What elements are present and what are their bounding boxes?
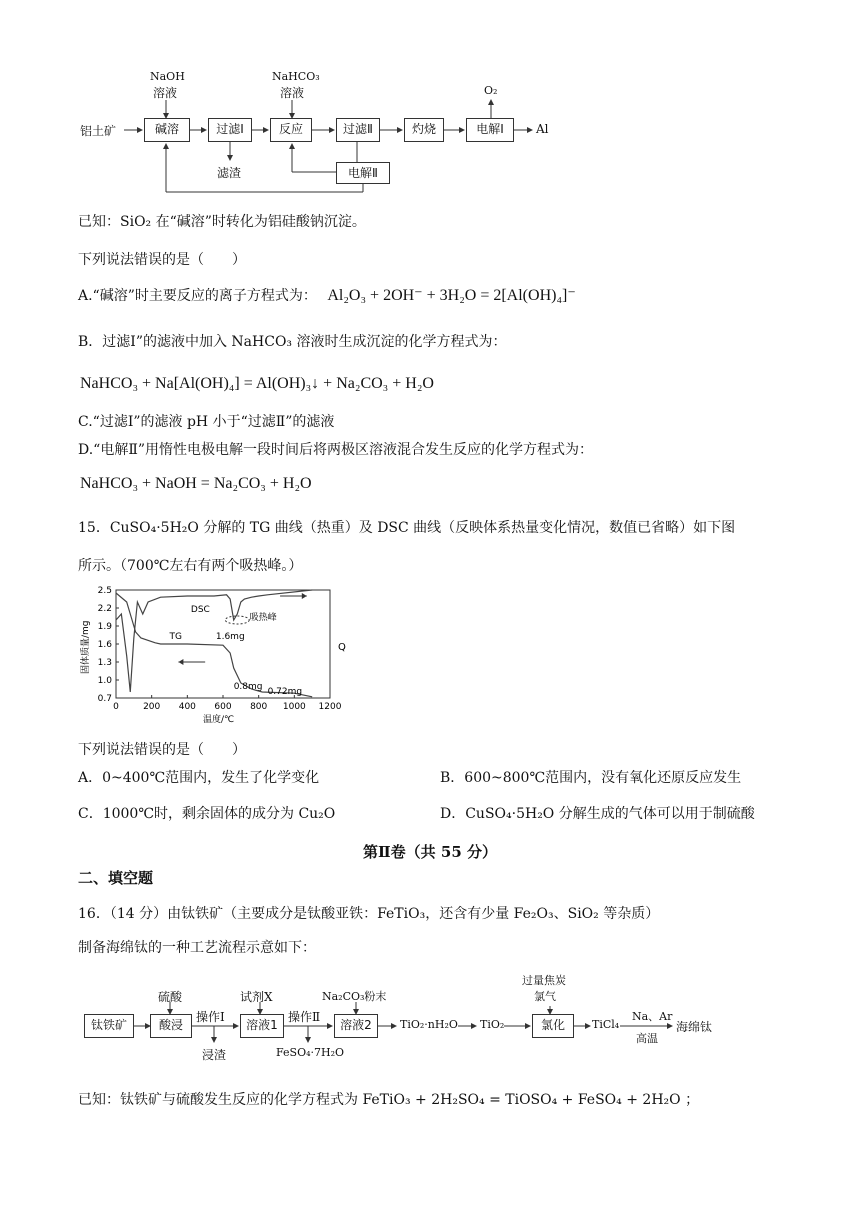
- section-header: 第Ⅱ卷（共 55 分）: [363, 843, 497, 861]
- tg-dsc-chart: [78, 582, 348, 730]
- y-tick-label: 1.0: [97, 676, 112, 686]
- annotation-0-72mg: 0.72mg: [267, 687, 303, 697]
- q14-option-b-equation: NaHCO₃ + Na[Al(OH)₄] = Al(OH)₃↓ + Na₂CO₃ + H₂O: [80, 375, 434, 392]
- ore-label: 铝土矿: [80, 124, 117, 138]
- q15-stem-line1: 15．CuSO₄·5H₂O 分解的 TG 曲线（热重）及 DSC 曲线（反映体系热量变化情况，数值已省略）如下图: [78, 520, 736, 536]
- x-tick-label: 400: [178, 702, 196, 712]
- q15-option-c: C．1000℃时，剩余固体的成分为 Cu₂O: [78, 806, 336, 822]
- y-tick-label: 2.2: [97, 604, 112, 614]
- ticl4-label: TiCl₄: [592, 1018, 620, 1031]
- flow-diagram-titanium: [84, 970, 734, 1070]
- x-tick-label: 800: [250, 702, 268, 712]
- q14-option-a-text: A.“碱溶”时主要反应的离子方程式为：: [78, 288, 317, 304]
- step-calcine: 灼烧: [404, 118, 444, 142]
- y2-axis-label: Q: [338, 642, 346, 653]
- x-axis-label: 温度/℃: [203, 715, 235, 725]
- tio2-label: TiO₂: [480, 1018, 505, 1031]
- step-electrolysis-1: 电解Ⅰ: [466, 118, 514, 142]
- annotation-endothermic-peak: 吸热峰: [249, 613, 277, 623]
- x-tick-label: 200: [143, 702, 161, 712]
- annotation-0-8mg: 0.8mg: [233, 682, 263, 692]
- step-reaction: 反应: [270, 118, 312, 142]
- operation-2-label: 操作Ⅱ: [288, 1010, 321, 1024]
- x-tick-label: 600: [214, 702, 232, 712]
- box-solution-1: 溶液1: [240, 1014, 284, 1038]
- plot-frame: [116, 590, 330, 698]
- tio2-hydrate-label: TiO₂·nH₂O: [400, 1018, 458, 1031]
- q15-option-a: A．0~400℃范围内，发生了化学变化: [78, 770, 320, 786]
- q16-stem-line1: 16．（14 分）由钛铁矿（主要成分是钛酸亚铁：FeTiO₃，还含有少量 Fe₂O₃、SiO₂ 等杂质）: [78, 906, 660, 922]
- step-alkali-dissolve: 碱溶: [144, 118, 190, 142]
- tg-arrow-head: [178, 659, 183, 665]
- na-ar-label: Na、Ar: [632, 1010, 673, 1023]
- nahco3-label: NaHCO₃: [272, 70, 320, 83]
- chlorine-label: 氯气: [534, 990, 556, 1003]
- box-acid-leach: 酸浸: [150, 1014, 192, 1038]
- y-tick-label: 0.7: [97, 694, 112, 704]
- q15-stem-line2: 所示。（700℃左右有两个吸热峰。）: [78, 558, 303, 574]
- box-solution-2: 溶液2: [334, 1014, 378, 1038]
- q15-option-b: B．600~800℃范围内，没有氧化还原反应发生: [440, 770, 742, 786]
- high-temp-label: 高温: [636, 1032, 658, 1045]
- y-tick-label: 1.3: [97, 658, 112, 668]
- sulfuric-acid-label: 硫酸: [158, 990, 183, 1004]
- section-subheader: 二、填空题: [78, 869, 154, 887]
- y-axis-label: 固体质量/mg: [81, 620, 91, 674]
- q15-prompt: 下列说法错误的是（ ）: [78, 742, 246, 758]
- product-al: Al: [536, 122, 549, 136]
- q14-prompt: 下列说法错误的是（ ）: [78, 252, 246, 268]
- q14-option-a-equation: Al₂O₃ + 2OH⁻ + 3H₂O = 2[Al(OH)₄]⁻: [327, 287, 576, 304]
- flow-diagram-aluminum: [80, 70, 580, 200]
- coke-label: 过量焦炭: [522, 974, 566, 987]
- q14-option-a: [78, 286, 576, 306]
- naoh-label: NaOH: [150, 70, 185, 83]
- annotation-tg: TG: [169, 632, 182, 642]
- annotation-dsc: DSC: [190, 605, 210, 615]
- dsc-arrow-head: [302, 593, 307, 599]
- naoh-solution-label: 溶液: [153, 86, 178, 100]
- q14-known: 已知：SiO₂ 在“碱溶”时转化为铝硅酸钠沉淀。: [78, 214, 366, 230]
- y-tick-label: 2.5: [97, 586, 112, 596]
- leach-residue-label: 浸渣: [202, 1048, 227, 1062]
- endothermic-peak-marker: [225, 616, 249, 624]
- x-tick-label: 0: [113, 702, 119, 712]
- y-tick-label: 1.9: [97, 622, 112, 632]
- operation-1-label: 操作Ⅰ: [196, 1010, 225, 1024]
- sponge-titanium-label: 海绵钛: [676, 1020, 713, 1034]
- box-chlorination: 氯化: [532, 1014, 574, 1038]
- y-tick-label: 1.6: [97, 640, 112, 650]
- q16-stem-line2: 制备海绵钛的一种工艺流程示意如下：: [78, 940, 316, 956]
- tg-dsc-chart-svg: [78, 582, 348, 730]
- q14-option-d-text: D.“电解Ⅱ”用惰性电极电解一段时间后将两极区溶液混合发生反应的化学方程式为：: [78, 442, 594, 458]
- step-filter-2: 过滤Ⅱ: [336, 118, 380, 142]
- q16-known: 已知：钛铁矿与硫酸发生反应的化学方程式为 FeTiO₃ + 2H₂SO₄ = TiOSO₄ + FeSO₄ + 2H₂O ；: [78, 1092, 700, 1108]
- annotation-1-6mg: 1.6mg: [215, 631, 245, 642]
- step-filter-1: 过滤Ⅰ: [208, 118, 252, 142]
- box-ilmenite: 钛铁矿: [84, 1014, 134, 1038]
- nahco3-solution-label: 溶液: [280, 86, 305, 100]
- reagent-x-label: 试剂X: [240, 990, 273, 1004]
- residue-label: 滤渣: [217, 166, 242, 180]
- x-tick-label: 1200: [318, 702, 342, 712]
- q14-option-b-text: B．过滤Ⅰ”的滤液中加入 NaHCO₃ 溶液时生成沉淀的化学方程式为：: [78, 334, 507, 350]
- feso4-label: FeSO₄·7H₂O: [276, 1046, 345, 1059]
- step-electrolysis-2: 电解Ⅱ: [336, 162, 390, 184]
- series-line-dsc: [116, 590, 312, 692]
- q14-option-d-equation: NaHCO₃ + NaOH = Na₂CO₃ + H₂O: [80, 475, 312, 492]
- x-tick-label: 1000: [282, 702, 306, 712]
- na2co3-label: Na₂CO₃粉末: [322, 990, 387, 1003]
- q15-option-d: D．CuSO₄·5H₂O 分解生成的气体可以用于制硫酸: [440, 806, 755, 822]
- o2-label: O₂: [484, 84, 498, 97]
- q14-option-c: C.“过滤Ⅰ”的滤液 pH 小于“过滤Ⅱ”的滤液: [78, 414, 335, 430]
